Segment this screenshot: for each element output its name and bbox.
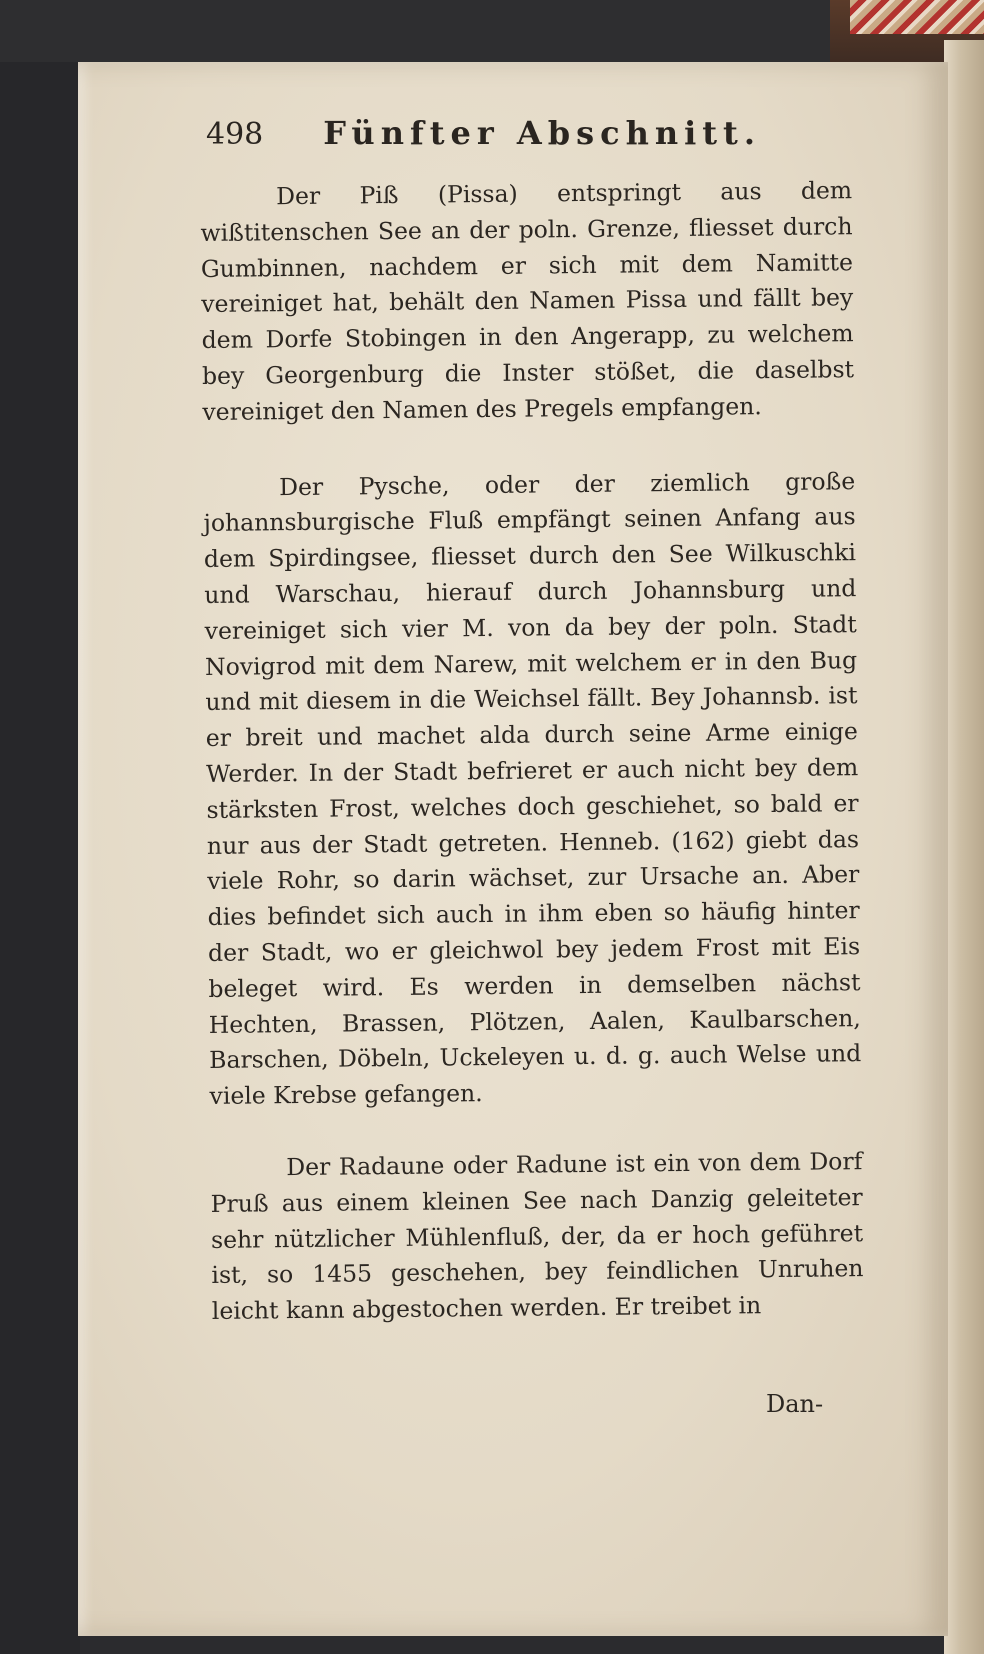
- paragraph-pissa: Der Piß (Pissa) entspringt aus dem wißtitenschen See an der poln. Grenze, fliesset durch Gumbinnen, nachdem er sich mit dem Namitte vereiniget hat, behält den Namen Pissa und fällt bey dem Dorfe Stobingen in den Angerapp, zu welchem bey Georgenburg die Inster stößet, die daselbst vereiniget den Namen des Pregels empfangen.: [200, 176, 855, 426]
- catchword: Dan-: [766, 1390, 824, 1418]
- paragraph-radaune: Der Radaune oder Radune ist ein von dem Dorf Pruß aus einem kleinen See nach Danzig geleiteter sehr nützlicher Mühlenfluß, der, da er hoch geführet ist, so 1455 geschehen, bey feindlichen Unruhen leicht kann abgestochen werden. Er treibet in: [210, 1147, 864, 1326]
- page-stack-edge: [944, 40, 984, 1654]
- body-text: [200, 173, 864, 1364]
- running-head: [206, 114, 846, 174]
- page-number: 498: [206, 117, 264, 152]
- chapter-heading: Fünfter Abschnitt.: [323, 114, 761, 152]
- book-page: [78, 62, 948, 1636]
- bookmark-ribbon: [850, 0, 984, 34]
- paragraph-pysche: Der Pysche, oder der ziemlich große johannsburgische Fluß empfängt seinen Anfang aus dem Spirdingsee, fliesset durch den See Wilkuschki und Warschau, hierauf durch Johannsburg und vereiniget sich vier M. von da bey der poln. Stadt Novigrod mit dem Narew, mit welchem er in den Bug und mit diesem in die Weichsel fällt. Bey Johannsb. ist er breit und machet alda durch seine Arme einige Werder. In der Stadt befrieret er auch nicht bey dem stärksten Frost, welches doch geschiehet, so bald er nur aus der Stadt getreten. Henneb. (162) giebt das viele Rohr, so darin wächset, zur Ursache an. Aber dies befindet sich auch in ihm eben so häufig hinter der Stadt, wo er gleichwol bey jedem Frost mit Eis beleget wird. Es werden in demselben nächst Hechten, Brassen, Plötzen, Aalen, Kaulbarschen, Barschen, Döbeln, Uckeleyen u. d. g. auch Welse und viele Krebse gefangen.: [203, 466, 862, 1111]
- background-left: [0, 0, 80, 1654]
